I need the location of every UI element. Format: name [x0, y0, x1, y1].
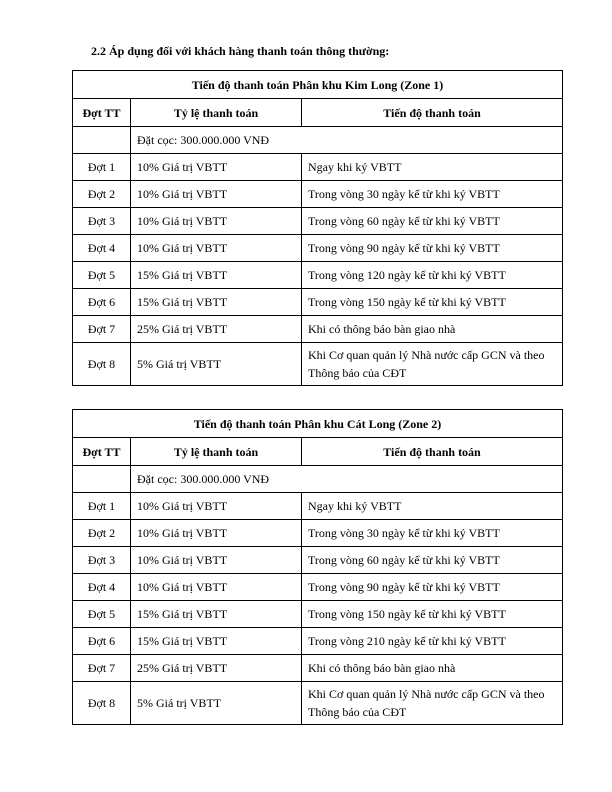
table-row [73, 682, 563, 725]
installment-cell: Đợt 8 [73, 343, 131, 386]
rate-cell: 5% Giá trị VBTT [131, 682, 302, 725]
schedule-cell: Khi có thông báo bàn giao nhà [302, 655, 563, 682]
section-heading: 2.2 Áp dụng đối với khách hàng thanh toán thông thường: [91, 44, 390, 58]
schedule-cell: Trong vòng 120 ngày kể từ khi ký VBTT [302, 262, 563, 289]
column-header-installment: Đợt TT [73, 99, 131, 127]
table-row [73, 289, 563, 316]
table-row [73, 547, 563, 574]
rate-cell: 15% Giá trị VBTT [131, 601, 302, 628]
rate-cell: 10% Giá trị VBTT [131, 154, 302, 181]
schedule-cell: Trong vòng 150 ngày kể từ khi ký VBTT [302, 601, 563, 628]
schedule-cell: Khi Cơ quan quản lý Nhà nước cấp GCN và theo Thông báo của CĐT [302, 682, 563, 725]
schedule-cell: Trong vòng 90 ngày kể từ khi ký VBTT [302, 574, 563, 601]
installment-cell: Đợt 7 [73, 655, 131, 682]
table-title: Tiến độ thanh toán Phân khu Kim Long (Zone 1) [73, 71, 563, 99]
rate-cell: 10% Giá trị VBTT [131, 574, 302, 601]
installment-cell: Đợt 6 [73, 628, 131, 655]
column-header-rate: Tỷ lệ thanh toán [131, 438, 302, 466]
installment-cell: Đợt 3 [73, 547, 131, 574]
schedule-cell: Trong vòng 90 ngày kể từ khi ký VBTT [302, 235, 563, 262]
installment-cell: Đợt 5 [73, 262, 131, 289]
schedule-cell: Trong vòng 30 ngày kể từ khi ký VBTT [302, 520, 563, 547]
column-header-installment: Đợt TT [73, 438, 131, 466]
column-header-schedule: Tiến độ thanh toán [302, 438, 563, 466]
installment-cell: Đợt 4 [73, 574, 131, 601]
rate-cell: 10% Giá trị VBTT [131, 547, 302, 574]
installment-cell: Đợt 3 [73, 208, 131, 235]
column-header-rate: Tỷ lệ thanh toán [131, 99, 302, 127]
rate-cell: 5% Giá trị VBTT [131, 343, 302, 386]
table-row [73, 493, 563, 520]
installment-cell: Đợt 1 [73, 154, 131, 181]
rate-cell: 10% Giá trị VBTT [131, 493, 302, 520]
deposit-cell: Đặt cọc: 300.000.000 VNĐ [131, 466, 563, 493]
table-row [73, 601, 563, 628]
schedule-cell: Trong vòng 210 ngày kể từ khi ký VBTT [302, 628, 563, 655]
schedule-cell: Ngay khi ký VBTT [302, 493, 563, 520]
payment-table-zone-2 [72, 409, 563, 725]
table-row [73, 655, 563, 682]
deposit-cell: Đặt cọc: 300.000.000 VNĐ [131, 127, 563, 154]
table-row [73, 343, 563, 386]
schedule-cell: Trong vòng 150 ngày kể từ khi ký VBTT [302, 289, 563, 316]
payment-table-zone-1 [72, 70, 563, 386]
table-row [73, 316, 563, 343]
schedule-cell: Trong vòng 60 ngày kể từ khi ký VBTT [302, 208, 563, 235]
rate-cell: 10% Giá trị VBTT [131, 235, 302, 262]
installment-cell: Đợt 7 [73, 316, 131, 343]
table-title: Tiến độ thanh toán Phân khu Cát Long (Zone 2) [73, 410, 563, 438]
table-row [73, 262, 563, 289]
rate-cell: 10% Giá trị VBTT [131, 181, 302, 208]
installment-cell: Đợt 4 [73, 235, 131, 262]
rate-cell: 10% Giá trị VBTT [131, 208, 302, 235]
rate-cell: 15% Giá trị VBTT [131, 262, 302, 289]
installment-cell: Đợt 2 [73, 520, 131, 547]
installment-cell: Đợt 1 [73, 493, 131, 520]
rate-cell: 15% Giá trị VBTT [131, 628, 302, 655]
rate-cell: 25% Giá trị VBTT [131, 316, 302, 343]
schedule-cell: Trong vòng 30 ngày kể từ khi ký VBTT [302, 181, 563, 208]
schedule-cell: Ngay khi ký VBTT [302, 154, 563, 181]
table-row [73, 574, 563, 601]
table-row [73, 628, 563, 655]
installment-cell: Đợt 6 [73, 289, 131, 316]
rate-cell: 10% Giá trị VBTT [131, 520, 302, 547]
installment-cell: Đợt 2 [73, 181, 131, 208]
schedule-cell: Trong vòng 60 ngày kể từ khi ký VBTT [302, 547, 563, 574]
table-row [73, 520, 563, 547]
rate-cell: 25% Giá trị VBTT [131, 655, 302, 682]
schedule-cell: Khi có thông báo bàn giao nhà [302, 316, 563, 343]
table-row [73, 208, 563, 235]
installment-cell: Đợt 5 [73, 601, 131, 628]
schedule-cell: Khi Cơ quan quản lý Nhà nước cấp GCN và theo Thông báo của CĐT [302, 343, 563, 386]
table-row [73, 181, 563, 208]
rate-cell: 15% Giá trị VBTT [131, 289, 302, 316]
table-row [73, 235, 563, 262]
table-row [73, 154, 563, 181]
installment-cell: Đợt 8 [73, 682, 131, 725]
column-header-schedule: Tiến độ thanh toán [302, 99, 563, 127]
